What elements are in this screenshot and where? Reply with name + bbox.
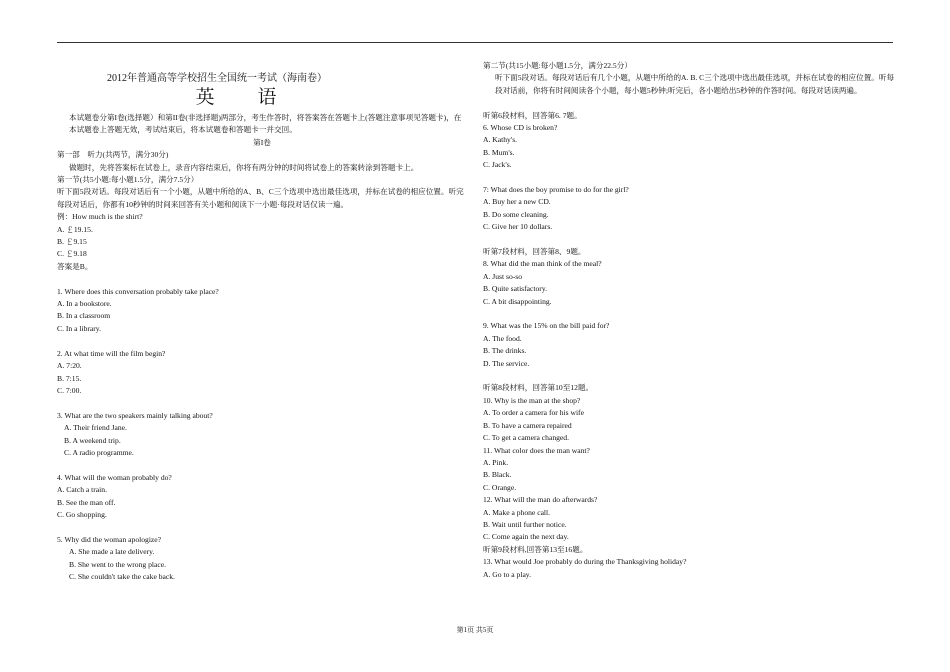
question-11: 11. What color does the man want? bbox=[483, 445, 590, 455]
material-7-label: 听第7段材料，回答第8、9题。 bbox=[483, 247, 586, 257]
q1-option-c: C. In a library. bbox=[57, 323, 102, 333]
left-column bbox=[57, 60, 467, 583]
q2-option-a: A. 7:20. bbox=[57, 361, 82, 371]
q2-option-b: B. 7:15. bbox=[57, 373, 82, 383]
q4-option-b: B. See the man off. bbox=[57, 497, 116, 507]
section1-heading: 第一节(共5小题:每小题1.5分，满分7.5分） bbox=[57, 175, 199, 185]
q5-option-a: A. She made a late delivery. bbox=[69, 547, 155, 557]
q4-option-c: C. Go shopping. bbox=[57, 509, 107, 519]
q10-option-c: C. To get a camera changed. bbox=[483, 433, 569, 443]
question-5: 5. Why did the woman apologize? bbox=[57, 534, 162, 544]
q12-option-a: A. Make a phone call. bbox=[483, 507, 551, 517]
q9-option-a: A. The food. bbox=[483, 333, 522, 343]
example-option-a: A. ￡19.15. bbox=[57, 224, 93, 234]
q8-option-c: C. A bit disappointing. bbox=[483, 296, 552, 306]
section2-heading: 第二节(共15小题:每小题1.5分，满分22.5分） bbox=[483, 61, 632, 70]
q12-option-b: B. Wait until further notice. bbox=[483, 519, 567, 529]
q7-option-b: B. Do some cleaning. bbox=[483, 209, 549, 219]
q5-option-c: C. She couldn't take the cake back. bbox=[69, 571, 175, 581]
example-question: 例：How much is the shirt? bbox=[57, 212, 143, 222]
material-8-label: 听第8段材料，回答第10至12题。 bbox=[483, 383, 594, 393]
example-answer: 答案是B。 bbox=[57, 261, 93, 271]
question-7: 7: What does the boy promise to do for the girl? bbox=[483, 185, 629, 195]
q9-option-b: B. The drinks. bbox=[483, 346, 527, 356]
question-9: 9. What was the 15% on the bill paid for? bbox=[483, 321, 610, 331]
question-3: 3. What are the two speakers mainly talking about? bbox=[57, 410, 213, 420]
q6-option-a: A. Kathy's. bbox=[483, 135, 518, 145]
subject-title: 英 语 bbox=[195, 87, 289, 108]
q9-option-c: D. The service. bbox=[483, 358, 530, 368]
exam-title: 2012年普通高等学校招生全国统一考试（海南卷） bbox=[107, 73, 327, 84]
q2-option-c: C. 7:00. bbox=[57, 385, 82, 395]
question-1: 1. Where does this conversation probably take place? bbox=[57, 286, 219, 296]
paper1-label: 第I卷 bbox=[253, 137, 271, 147]
q3-option-b: B. A weekend trip. bbox=[64, 435, 121, 445]
example-option-b: B. ￡9.15 bbox=[57, 237, 87, 247]
part1-desc: 做题时，先将答案标在试卷上，录音内容结束后，你将有两分钟的时间将试卷上的答案转涂到答题卡上。 bbox=[69, 162, 419, 172]
top-rule bbox=[57, 42, 893, 43]
q6-option-b: B. Mum's. bbox=[483, 147, 515, 157]
q6-option-c: C. Jack's. bbox=[483, 160, 512, 170]
question-4: 4. What will the woman probably do? bbox=[57, 472, 172, 482]
question-13: 13. What would Joe probably do during the Thanksgiving holiday? bbox=[483, 557, 687, 567]
question-8: 8. What did the man think of the meal? bbox=[483, 259, 602, 269]
question-12: 12. What will the man do afterwards? bbox=[483, 495, 598, 505]
q7-option-a: A. Buy her a new CD. bbox=[483, 197, 551, 207]
section2-desc: 听下面5段对话。每段对话后有几个小题，从题中所给的A. B. C三个选项中选出最佳选项，并标在试卷的相应位置。听每段对话前，你将有时间阅读各个小题，每小题5秒钟;听完后，各小题给出5秒钟的作答时间。每段对话读两遍。 bbox=[495, 73, 895, 95]
question-2: 2. At what time will the film begin? bbox=[57, 348, 166, 358]
q3-option-a: A. Their friend Jane. bbox=[64, 423, 127, 433]
intro-text: 本试题卷分第I卷(选择题）和第II卷(非选择题)两部分，考生作答时，将答案答在答题卡上(答题注意事项见答题卡)，在本试题卷上答题无效，考试结束后，将本试题卷和答题卡一并交回。 bbox=[69, 113, 462, 135]
part1-heading: 第一部 听力(共两节，满分30分) bbox=[57, 150, 169, 160]
q8-option-b: B. Quite satisfactory. bbox=[483, 284, 548, 294]
q4-option-a: A. Catch a train. bbox=[57, 485, 107, 495]
material-6-label: 听第6段材料，回答第6. 7题。 bbox=[483, 110, 582, 120]
section1-desc: 听下面5段对话。每段对话后有一个小题，从题中所给的A、B、C三个选项中选出最佳选项，并标在试卷的相应位置。听完每段对话后，你都有10秒钟的时间来回答有关小题和阅读下一小题·每段对话仅读一遍。 bbox=[57, 187, 464, 209]
q1-option-a: A. In a bookstore. bbox=[57, 299, 112, 309]
right-column bbox=[483, 60, 895, 581]
q7-option-c: C. Give her 10 dollars. bbox=[483, 222, 553, 232]
q13-option-a: A. Go to a play. bbox=[483, 569, 532, 579]
q1-option-b: B. In a classroom bbox=[57, 311, 111, 321]
q12-option-c: C. Come again the next day. bbox=[483, 532, 569, 542]
q11-option-a: A. Pink. bbox=[483, 457, 509, 467]
q10-option-a: A. To order a camera for his wife bbox=[483, 408, 584, 418]
q8-option-a: A. Just so-so bbox=[483, 271, 523, 281]
q11-option-c: C. Orange. bbox=[483, 482, 517, 492]
question-6: 6. Whose CD is broken? bbox=[483, 123, 558, 133]
material-9-label: 听第9段材料,回答第13至16题。 bbox=[483, 544, 588, 554]
q10-option-b: B. To have a camera repaired bbox=[483, 420, 572, 430]
q5-option-b: B. She went to the wrong place. bbox=[69, 559, 167, 569]
page-footer: 第1页 共5页 bbox=[456, 626, 494, 634]
q11-option-b: B. Black. bbox=[483, 470, 512, 480]
q3-option-c: C. A radio programme. bbox=[64, 447, 134, 457]
example-option-c: C. ￡9.18 bbox=[57, 249, 87, 259]
question-10: 10. Why is the man at the shop? bbox=[483, 395, 581, 405]
